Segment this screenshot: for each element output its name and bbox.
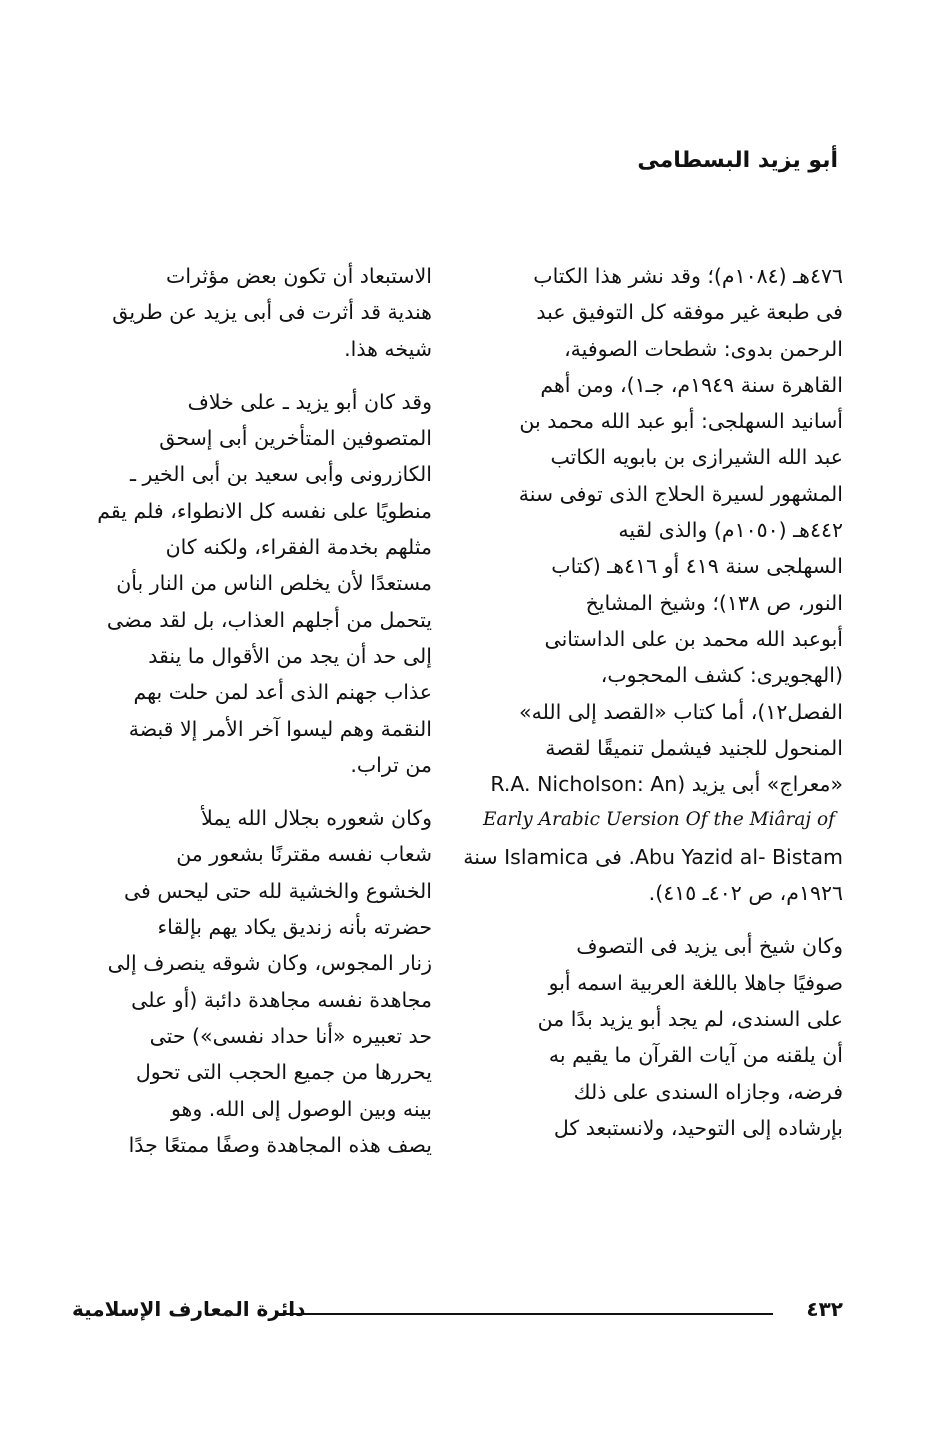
text-line: عذاب جهنم الذى أعد لمن حلت بهم — [133, 680, 432, 705]
text-line: هندية قد أثرت فى أبى يزيد عن طريق — [112, 300, 432, 325]
text-line: مثلهم بخدمة الفقراء، ولكنه كان — [165, 535, 432, 560]
text-line: مجاهدة نفسه مجاهدة دائبة (أو على — [131, 987, 432, 1012]
text-line: (الهجويرى: كشف المحجوب، — [600, 663, 843, 688]
page-number: ٤٣٢ — [806, 1297, 843, 1321]
text-line: حضرته بأنه زنديق يكاد يهم بإلقاء — [157, 915, 432, 940]
text-line: صوفيًا جاهلا باللغة العربية اسمه أبو — [548, 970, 843, 995]
paragraph-gap — [483, 911, 843, 928]
text-line: فى طبعة غير موفقه كل التوفيق عبد — [536, 300, 843, 325]
text-line: بإرشاده إلى التوحيد، ولانستبعد كل — [553, 1115, 843, 1140]
text-line: السهلجى سنة ٤١٩ أو ٤١٦هـ (كتاب — [551, 554, 843, 579]
text-line: فرضه، وجازاه السندى على ذلك — [573, 1079, 843, 1104]
text-line: يتحمل من أجلهم العذاب، بل لقد مضى — [106, 607, 432, 632]
text-line: ١٩٢٦م، ص ٤٠٢ـ ٤١٥). — [648, 881, 843, 906]
text-line: الخشوع والخشية لله حتى ليحس فى — [123, 878, 432, 903]
text-line: بينه وبين الوصول إلى الله. وهو — [170, 1096, 432, 1121]
text-line: يحررها من جميع الحجب التى تحول — [135, 1060, 432, 1085]
text-line: شيخه هذا. — [344, 336, 432, 361]
page-footer — [72, 1297, 843, 1327]
text-line: مستعدًا لأن يخلص الناس من النار بأن — [116, 571, 432, 596]
text-line: أن يلقنه من آيات القرآن ما يقيم به — [548, 1043, 843, 1068]
paragraph-gap — [72, 367, 432, 384]
text-line: الرحمن بدوى: شطحات الصوفية، — [564, 336, 843, 361]
text-line: أسانيد السهلجى: أبو عبد الله محمد بن — [519, 409, 843, 434]
text-line: على السندى، لم يجد أبو يزيد بدًا من — [537, 1006, 843, 1031]
text-line: يصف هذه المجاهدة وصفًا ممتعًا جدًا — [128, 1132, 432, 1157]
paragraph-gap — [72, 783, 432, 800]
text-line: عبد الله الشيرازى بن بابويه الكاتب — [550, 445, 843, 470]
text-line: شعاب نفسه مقترنًا بشعور من — [176, 842, 432, 867]
text-line: القاهرة سنة ١٩٤٩م، جـ١)، ومن أهم — [540, 372, 843, 397]
text-line: المتصوفين المتأخرين أبى إسحق — [159, 426, 432, 451]
text-line: حد تعبيره «أنا حداد نفسى») حتى — [149, 1023, 432, 1048]
text-line: النقمة وهم ليسوا آخر الأمر إلا قبضة — [128, 716, 432, 741]
running-header: أبو يزيد البسطامى — [637, 148, 838, 173]
text-line-latin: Early Arabic Uersion Of the Miâraj of — [483, 809, 836, 831]
text-line: المشهور لسيرة الحلاج الذى توفى سنة — [518, 481, 843, 506]
text-line: ٤٤٢هـ (١٠٥٠م) والذى لقيه — [618, 518, 843, 543]
text-line: وكان شيخ أبى يزيد فى التصوف — [576, 934, 843, 959]
text-line: الفصل١٢)، أما كتاب «القصد إلى الله» — [519, 699, 843, 724]
text-line: Abu Yazid al- Bistam. فى Islamica سنة — [463, 844, 843, 869]
text-line: ٤٧٦هـ (١٠٨٤م)؛ وقد نشر هذا الكتاب — [533, 264, 843, 288]
text-line: الكازرونى وأبى سعيد بن أبى الخير ـ — [130, 462, 432, 487]
text-line: من تراب. — [350, 752, 432, 777]
footer-rule — [277, 1313, 773, 1315]
text-line: وكان شعوره بجلال الله يملأ — [201, 806, 432, 831]
text-line: الاستبعاد أن تكون بعض مؤثرات — [166, 264, 432, 288]
text-line: زنار المجوس، وكان شوقه ينصرف إلى — [107, 951, 432, 976]
publication-title: دائرة المعارف الإسلامية — [72, 1297, 306, 1321]
left-column — [72, 258, 432, 1163]
text-line: المنحول للجنيد فيشمل تنميقًا لقصة — [545, 735, 843, 760]
text-line: إلى حد أن يجد من الأقوال ما ينقد — [148, 643, 432, 668]
text-line: أبوعبد الله محمد بن على الداستانى — [544, 626, 843, 651]
text-line: منطويًا على نفسه كل الانطواء، فلم يقم — [97, 498, 432, 523]
text-line: وقد كان أبو يزيد ـ على خلاف — [187, 389, 432, 414]
text-line: النور، ص ١٣٨)؛ وشيخ المشايخ — [585, 590, 843, 615]
text-line: «معراج» أبى يزيد (R.A. Nicholson: An — [490, 772, 843, 797]
right-column — [463, 258, 843, 1146]
